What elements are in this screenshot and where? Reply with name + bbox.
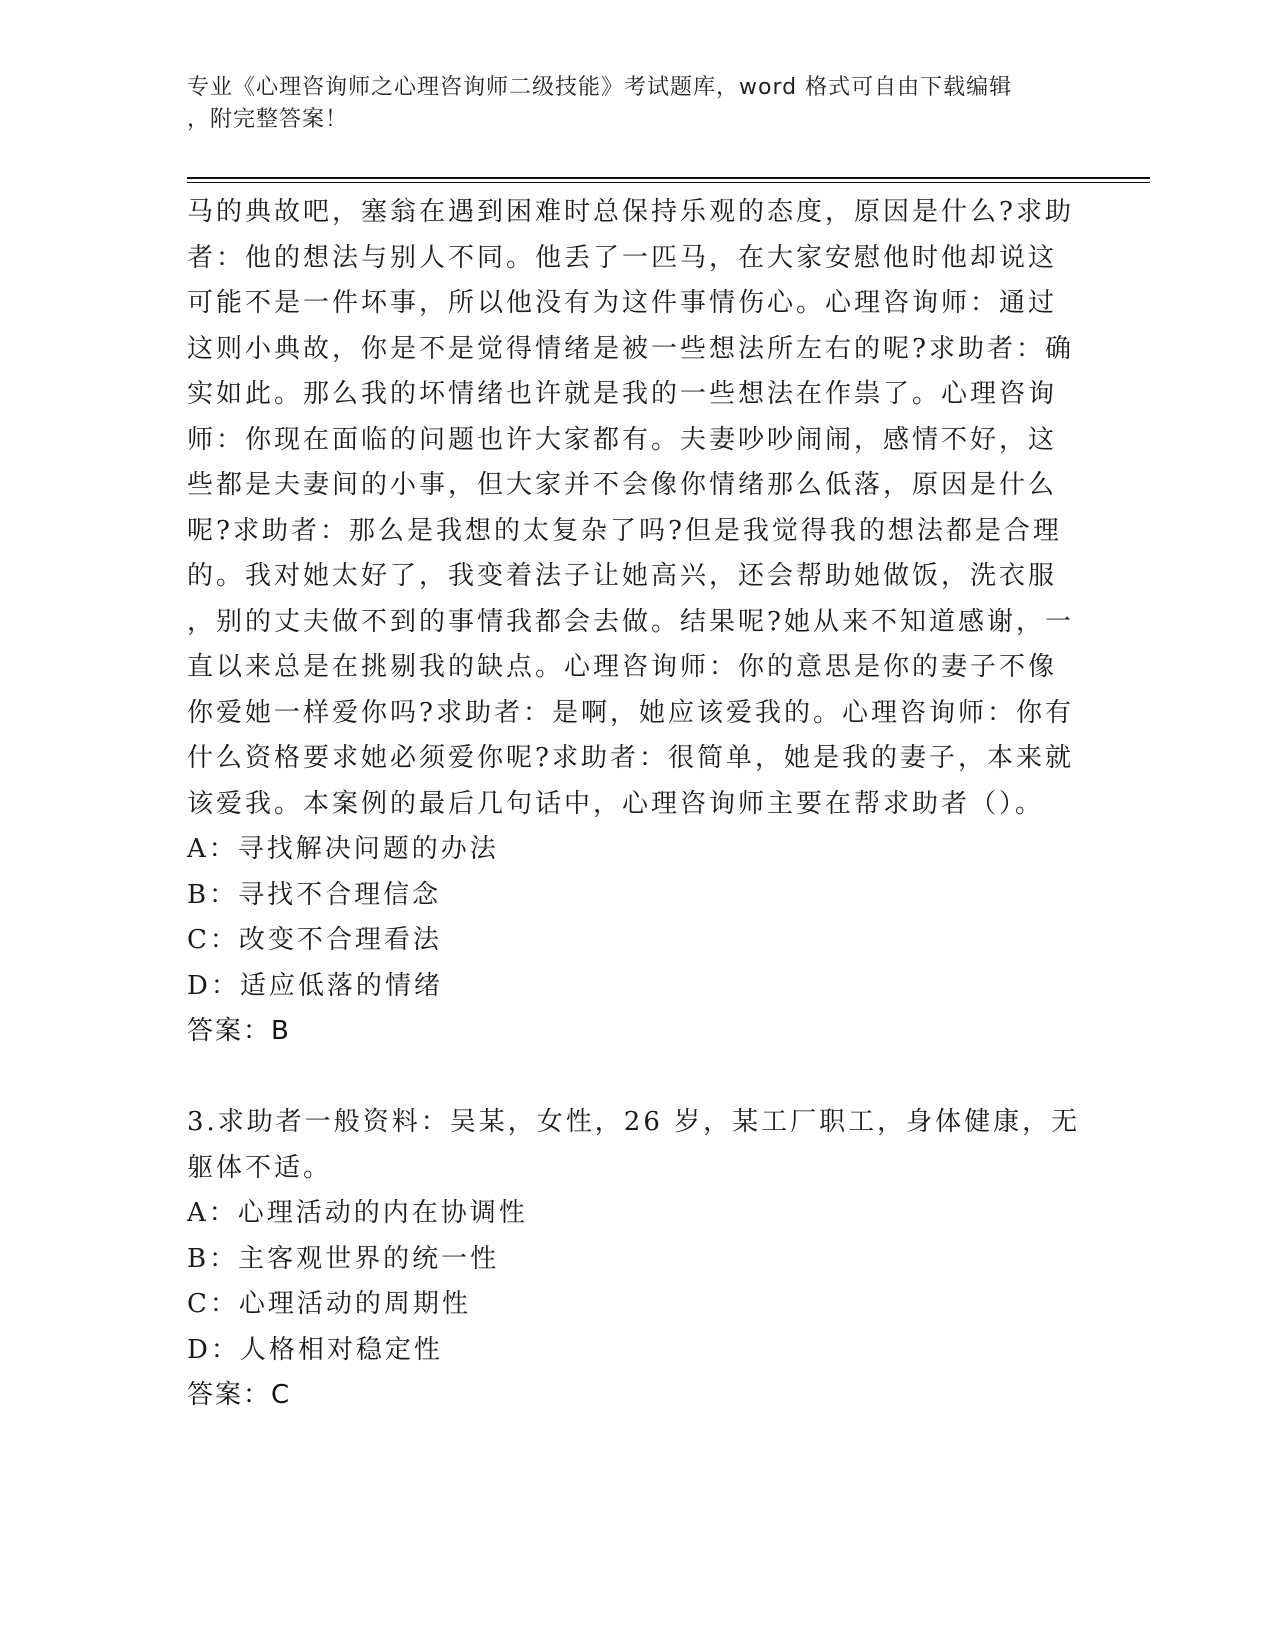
option-a: A：心理活动的内在协调性 bbox=[187, 1198, 528, 1228]
stem-line: 实如此。那么我的坏情绪也许就是我的一些想法在作祟了。心理咨询 bbox=[187, 379, 1058, 409]
page-header bbox=[187, 72, 1087, 136]
header-line-1: 专业《心理咨询师之心理咨询师二级技能》考试题库，word 格式可自由下载编辑 bbox=[187, 75, 1013, 100]
option-c: C：改变不合理看法 bbox=[187, 925, 442, 955]
option-a: A：寻找解决问题的办法 bbox=[187, 834, 499, 864]
answer-line: 答案：B bbox=[187, 1016, 291, 1046]
document-body bbox=[187, 190, 1087, 1419]
stem-line: 直以来总是在挑剔我的缺点。心理咨询师：你的意思是你的妻子不像 bbox=[187, 652, 1058, 682]
option-c: C：心理活动的周期性 bbox=[187, 1289, 471, 1319]
stem-line: 该爱我。本案例的最后几句话中，心理咨询师主要在帮求助者（）。 bbox=[187, 788, 1045, 819]
question-2 bbox=[187, 190, 1087, 1055]
answer-line: 答案：C bbox=[187, 1380, 292, 1410]
stem-line: ，别的丈夫做不到的事情我都会去做。结果呢?她从来不知道感谢，一 bbox=[187, 606, 1074, 637]
stem-line: 可能不是一件坏事，所以他没有为这件事情伤心。心理咨询师：通过 bbox=[187, 288, 1058, 318]
header-rule-thick bbox=[187, 177, 1150, 179]
question-spacer bbox=[187, 1055, 1087, 1101]
stem-line: 的。我对她太好了，我变着法子让她高兴，还会帮助她做饭，洗衣服 bbox=[187, 561, 1058, 591]
question-3 bbox=[187, 1100, 1087, 1419]
stem-line: 你爱她一样爱你吗?求助者：是啊，她应该爱我的。心理咨询师：你有 bbox=[187, 697, 1074, 728]
stem-line: 些都是夫妻间的小事，但大家并不会像你情绪那么低落，原因是什么 bbox=[187, 470, 1058, 500]
stem-line: 师：你现在面临的问题也许大家都有。夫妻吵吵闹闹，感情不好，这 bbox=[187, 424, 1058, 455]
stem-line: 马的典故吧，塞翁在遇到困难时总保持乐观的态度，原因是什么?求助 bbox=[187, 197, 1074, 227]
stem-line: 呢?求助者：那么是我想的太复杂了吗?但是我觉得我的想法都是合理 bbox=[187, 515, 1062, 546]
option-d: D：适应低落的情绪 bbox=[187, 970, 443, 1001]
stem-line: 这则小典故，你是不是觉得情绪是被一些想法所左右的呢?求助者：确 bbox=[187, 333, 1074, 364]
header-rule-thin bbox=[187, 182, 1150, 183]
header-line-2: ，附完整答案！ bbox=[187, 107, 349, 132]
option-b: B：寻找不合理信念 bbox=[187, 879, 442, 910]
stem-line: 3.求助者一般资料：吴某，女性，26 岁，某工厂职工，身体健康，无 bbox=[187, 1107, 1081, 1137]
option-b: B：主客观世界的统一性 bbox=[187, 1243, 500, 1274]
stem-line: 者：他的想法与别人不同。他丢了一匹马，在大家安慰他时他却说这 bbox=[187, 242, 1058, 273]
stem-line: 什么资格要求她必须爱你呢?求助者：很简单，她是我的妻子，本来就 bbox=[187, 743, 1074, 773]
option-d: D：人格相对稳定性 bbox=[187, 1334, 443, 1365]
stem-line: 躯体不适。 bbox=[187, 1152, 333, 1183]
